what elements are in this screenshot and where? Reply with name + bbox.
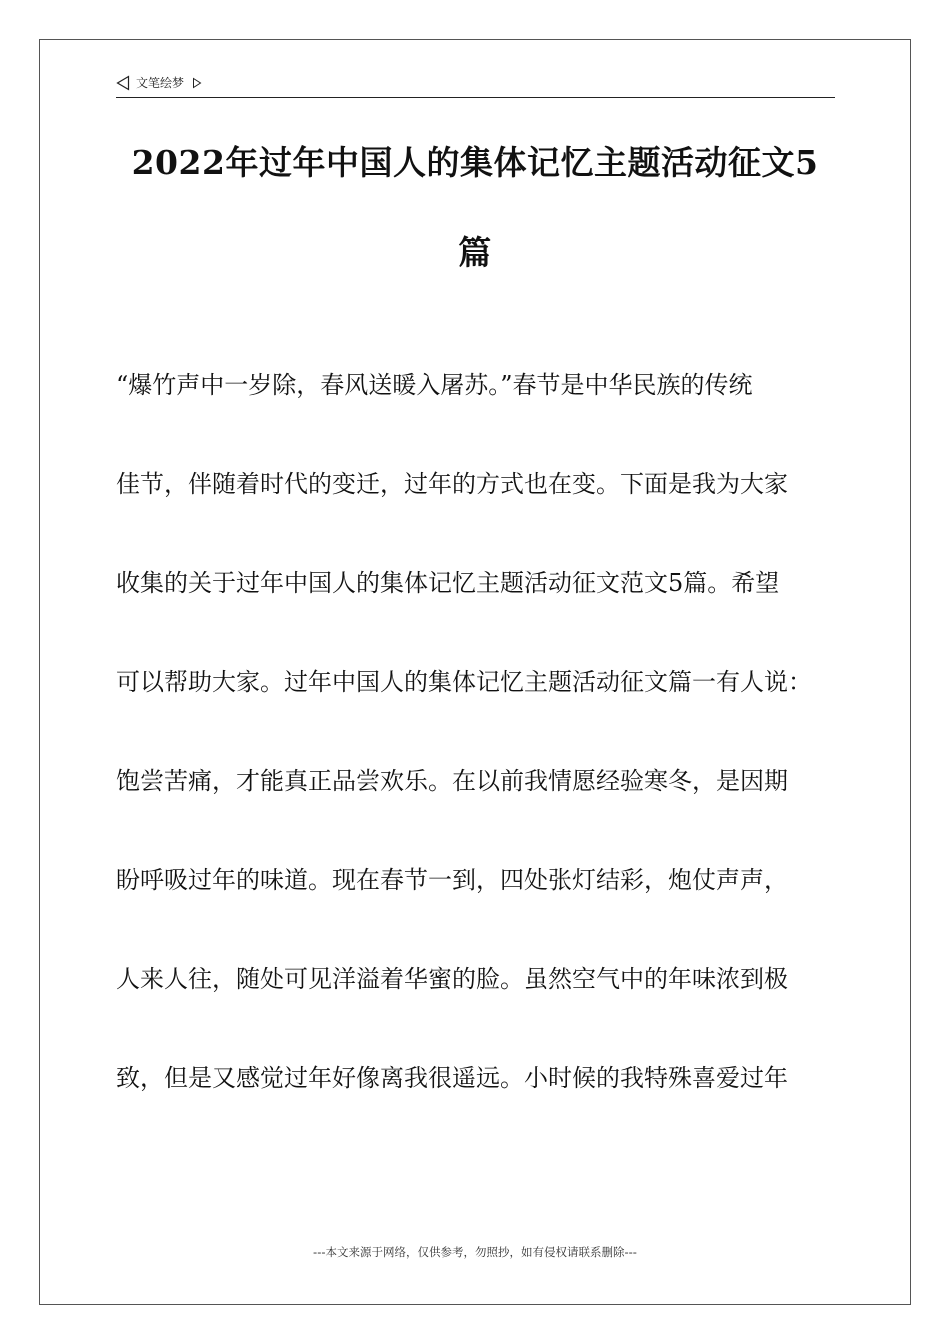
document-body: [116, 356, 856, 1148]
body-line: 人来人往，随处可见洋溢着华蜜的脸。虽然空气中的年味浓到极: [116, 965, 788, 993]
title-line-2: 篇: [458, 233, 492, 272]
body-line: 盼呼吸过年的味道。现在春节一到，四处张灯结彩，炮仗声声，: [116, 866, 788, 894]
page-header: [116, 72, 835, 98]
body-line: 收集的关于过年中国人的集体记忆主题活动征文范文5篇。希望: [116, 569, 780, 597]
triangle-right-icon: [192, 77, 202, 89]
body-line: 饱尝苦痛，才能真正品尝欢乐。在以前我情愿经验寒冬，是因期: [116, 767, 788, 795]
page-footer: ---本文来源于网络，仅供参考，勿照抄，如有侵权请联系删除---: [313, 1245, 637, 1259]
body-line: “爆竹声中一岁除，春风送暖入屠苏。”春节是中华民族的传统: [116, 371, 753, 399]
body-line: 致，但是又感觉过年好像离我很遥远。小时候的我特殊喜爱过年: [116, 1064, 788, 1092]
body-line: 佳节，伴随着时代的变迁，过年的方式也在变。下面是我为大家: [116, 470, 788, 498]
body-line: 可以帮助大家。过年中国人的集体记忆主题活动征文篇一有人说：: [116, 668, 812, 696]
header-brand: 文笔绘梦: [136, 76, 185, 90]
title-line-1: 2022年过年中国人的集体记忆主题活动征文5: [131, 143, 819, 182]
header-bar: [116, 74, 202, 91]
triangle-left-icon: [116, 75, 130, 91]
document-title: [100, 118, 850, 298]
